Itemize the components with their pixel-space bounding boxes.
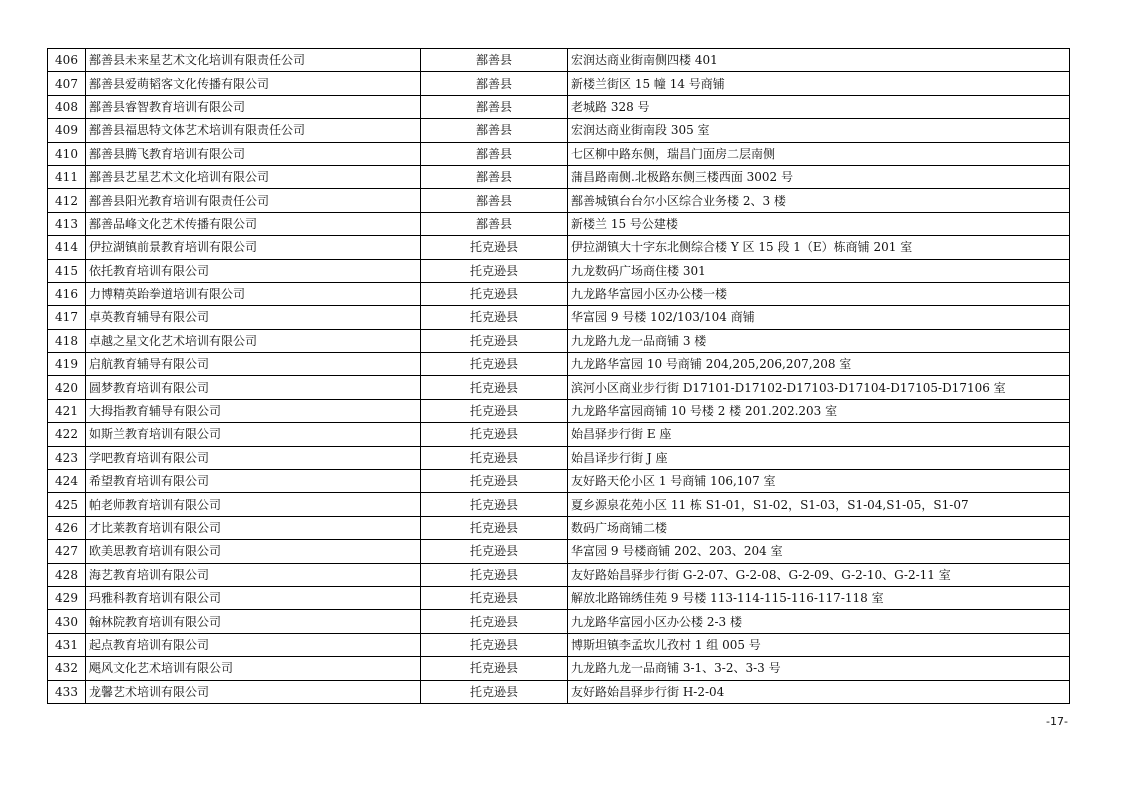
address-cell: 新楼兰街区 15 幢 14 号商铺 — [568, 72, 1070, 95]
institution-name-cell: 才比莱教育培训有限公司 — [86, 516, 421, 539]
table-row — [48, 282, 1070, 305]
row-number-cell: 413 — [48, 212, 86, 235]
institution-name-cell: 圆梦教育培训有限公司 — [86, 376, 421, 399]
address-cell: 九龙路华富园小区办公楼一楼 — [568, 282, 1070, 305]
row-number-cell: 410 — [48, 142, 86, 165]
address-cell: 友好路天伦小区 1 号商铺 106,107 室 — [568, 470, 1070, 493]
address-cell: 博斯坦镇李孟坎儿孜村 1 组 005 号 — [568, 633, 1070, 656]
address-cell: 宏润达商业街南侧四楼 401 — [568, 49, 1070, 72]
row-number-cell: 417 — [48, 306, 86, 329]
row-number-cell: 423 — [48, 446, 86, 469]
address-cell: 新楼兰 15 号公建楼 — [568, 212, 1070, 235]
institution-name-cell: 如斯兰教育培训有限公司 — [86, 423, 421, 446]
county-cell: 托克逊县 — [421, 586, 568, 609]
row-number-cell: 424 — [48, 470, 86, 493]
county-cell: 鄯善县 — [421, 95, 568, 118]
address-cell: 七区柳中路东侧，瑞昌门面房二层南侧 — [568, 142, 1070, 165]
row-number-cell: 432 — [48, 657, 86, 680]
institution-name-cell: 卓越之星文化艺术培训有限公司 — [86, 329, 421, 352]
row-number-cell: 429 — [48, 586, 86, 609]
row-number-cell: 426 — [48, 516, 86, 539]
address-cell: 滨河小区商业步行街 D17101-D17102-D17103-D17104-D17105-D17106 室 — [568, 376, 1070, 399]
county-cell: 托克逊县 — [421, 329, 568, 352]
address-cell: 老城路 328 号 — [568, 95, 1070, 118]
table-row — [48, 423, 1070, 446]
county-cell: 托克逊县 — [421, 633, 568, 656]
county-cell: 托克逊县 — [421, 516, 568, 539]
county-cell: 鄯善县 — [421, 119, 568, 142]
table-row — [48, 142, 1070, 165]
institution-name-cell: 希望教育培训有限公司 — [86, 470, 421, 493]
institution-name-cell: 飓风文化艺术培训有限公司 — [86, 657, 421, 680]
address-cell: 九龙路九龙一品商铺 3 楼 — [568, 329, 1070, 352]
institution-name-cell: 龙馨艺术培训有限公司 — [86, 680, 421, 703]
county-cell: 托克逊县 — [421, 680, 568, 703]
row-number-cell: 419 — [48, 353, 86, 376]
row-number-cell: 414 — [48, 236, 86, 259]
address-cell: 宏润达商业街南段 305 室 — [568, 119, 1070, 142]
page-number: -17- — [1046, 715, 1068, 728]
table-row — [48, 446, 1070, 469]
institution-name-cell: 鄯善县睿智教育培训有限公司 — [86, 95, 421, 118]
row-number-cell: 428 — [48, 563, 86, 586]
address-cell: 始昌驿步行街 E 座 — [568, 423, 1070, 446]
row-number-cell: 411 — [48, 165, 86, 188]
institution-name-cell: 依托教育培训有限公司 — [86, 259, 421, 282]
county-cell: 托克逊县 — [421, 282, 568, 305]
address-cell: 友好路始昌驿步行街 H-2-04 — [568, 680, 1070, 703]
institution-name-cell: 鄯善县阳光教育培训有限责任公司 — [86, 189, 421, 212]
institution-name-cell: 欧美思教育培训有限公司 — [86, 540, 421, 563]
county-cell: 鄯善县 — [421, 72, 568, 95]
row-number-cell: 406 — [48, 49, 86, 72]
institution-name-cell: 力博精英跆拳道培训有限公司 — [86, 282, 421, 305]
institution-name-cell: 海艺教育培训有限公司 — [86, 563, 421, 586]
county-cell: 托克逊县 — [421, 563, 568, 586]
table-row — [48, 470, 1070, 493]
address-cell: 九龙数码广场商住楼 301 — [568, 259, 1070, 282]
table-row — [48, 49, 1070, 72]
row-number-cell: 415 — [48, 259, 86, 282]
county-cell: 托克逊县 — [421, 540, 568, 563]
table-row — [48, 586, 1070, 609]
institution-name-cell: 帕老师教育培训有限公司 — [86, 493, 421, 516]
institution-name-cell: 鄯善县福思特文体艺术培训有限责任公司 — [86, 119, 421, 142]
institution-name-cell: 卓英教育辅导有限公司 — [86, 306, 421, 329]
row-number-cell: 408 — [48, 95, 86, 118]
county-cell: 托克逊县 — [421, 610, 568, 633]
row-number-cell: 407 — [48, 72, 86, 95]
institution-name-cell: 鄯善品峰文化艺术传播有限公司 — [86, 212, 421, 235]
address-cell: 九龙路华富园商铺 10 号楼 2 楼 201.202.203 室 — [568, 399, 1070, 422]
table-row — [48, 72, 1070, 95]
institution-name-cell: 鄯善县艺星艺术文化培训有限公司 — [86, 165, 421, 188]
address-cell: 华富园 9 号楼 102/103/104 商铺 — [568, 306, 1070, 329]
address-cell: 九龙路华富园小区办公楼 2-3 楼 — [568, 610, 1070, 633]
address-cell: 九龙路华富园 10 号商铺 204,205,206,207,208 室 — [568, 353, 1070, 376]
institution-table — [47, 48, 1070, 704]
table-row — [48, 95, 1070, 118]
address-cell: 华富园 9 号楼商铺 202、203、204 室 — [568, 540, 1070, 563]
table-row — [48, 119, 1070, 142]
row-number-cell: 420 — [48, 376, 86, 399]
county-cell: 托克逊县 — [421, 657, 568, 680]
county-cell: 鄯善县 — [421, 142, 568, 165]
row-number-cell: 433 — [48, 680, 86, 703]
county-cell: 托克逊县 — [421, 306, 568, 329]
table-row — [48, 610, 1070, 633]
table-row — [48, 399, 1070, 422]
table-row — [48, 563, 1070, 586]
row-number-cell: 430 — [48, 610, 86, 633]
row-number-cell: 425 — [48, 493, 86, 516]
institution-name-cell: 鄯善县未来星艺术文化培训有限责任公司 — [86, 49, 421, 72]
address-cell: 伊拉湖镇大十字东北侧综合楼 Y 区 15 段 1（E）栋商铺 201 室 — [568, 236, 1070, 259]
county-cell: 托克逊县 — [421, 446, 568, 469]
row-number-cell: 409 — [48, 119, 86, 142]
county-cell: 鄯善县 — [421, 212, 568, 235]
table-row — [48, 212, 1070, 235]
institution-name-cell: 启航教育辅导有限公司 — [86, 353, 421, 376]
county-cell: 托克逊县 — [421, 493, 568, 516]
row-number-cell: 416 — [48, 282, 86, 305]
table-row — [48, 353, 1070, 376]
table-row — [48, 376, 1070, 399]
table-row — [48, 189, 1070, 212]
table-row — [48, 516, 1070, 539]
institution-name-cell: 鄯善县爱萌韬客文化传播有限公司 — [86, 72, 421, 95]
institution-name-cell: 起点教育培训有限公司 — [86, 633, 421, 656]
row-number-cell: 418 — [48, 329, 86, 352]
row-number-cell: 427 — [48, 540, 86, 563]
address-cell: 友好路始昌驿步行街 G-2-07、G-2-08、G-2-09、G-2-10、G-2-11 室 — [568, 563, 1070, 586]
address-cell: 夏乡源泉花苑小区 11 栋 S1-01，S1-02，S1-03，S1-04,S1-05，S1-07 — [568, 493, 1070, 516]
address-cell: 数码广场商铺二楼 — [568, 516, 1070, 539]
table-row — [48, 306, 1070, 329]
row-number-cell: 431 — [48, 633, 86, 656]
address-cell: 九龙路九龙一品商铺 3-1、3-2、3-3 号 — [568, 657, 1070, 680]
county-cell: 托克逊县 — [421, 259, 568, 282]
institution-name-cell: 学吧教育培训有限公司 — [86, 446, 421, 469]
table-row — [48, 236, 1070, 259]
table-row — [48, 657, 1070, 680]
county-cell: 托克逊县 — [421, 236, 568, 259]
table-row — [48, 329, 1070, 352]
row-number-cell: 421 — [48, 399, 86, 422]
institution-name-cell: 翰林院教育培训有限公司 — [86, 610, 421, 633]
row-number-cell: 422 — [48, 423, 86, 446]
county-cell: 鄯善县 — [421, 49, 568, 72]
address-cell: 始昌译步行街 J 座 — [568, 446, 1070, 469]
institution-name-cell: 鄯善县腾飞教育培训有限公司 — [86, 142, 421, 165]
county-cell: 托克逊县 — [421, 353, 568, 376]
institution-name-cell: 玛雅科教育培训有限公司 — [86, 586, 421, 609]
county-cell: 鄯善县 — [421, 189, 568, 212]
address-cell: 解放北路锦绣佳苑 9 号楼 113-114-115-116-117-118 室 — [568, 586, 1070, 609]
table-row — [48, 493, 1070, 516]
row-number-cell: 412 — [48, 189, 86, 212]
county-cell: 鄯善县 — [421, 165, 568, 188]
table-row — [48, 633, 1070, 656]
institution-name-cell: 大拇指教育辅导有限公司 — [86, 399, 421, 422]
institution-table-body — [48, 49, 1070, 704]
institution-name-cell: 伊拉湖镇前景教育培训有限公司 — [86, 236, 421, 259]
table-row — [48, 259, 1070, 282]
county-cell: 托克逊县 — [421, 423, 568, 446]
address-cell: 蒲昌路南侧.北极路东侧三楼西面 3002 号 — [568, 165, 1070, 188]
address-cell: 鄯善城镇台台尔小区综合业务楼 2、3 楼 — [568, 189, 1070, 212]
county-cell: 托克逊县 — [421, 399, 568, 422]
table-row — [48, 165, 1070, 188]
county-cell: 托克逊县 — [421, 376, 568, 399]
table-row — [48, 680, 1070, 703]
county-cell: 托克逊县 — [421, 470, 568, 493]
table-row — [48, 540, 1070, 563]
